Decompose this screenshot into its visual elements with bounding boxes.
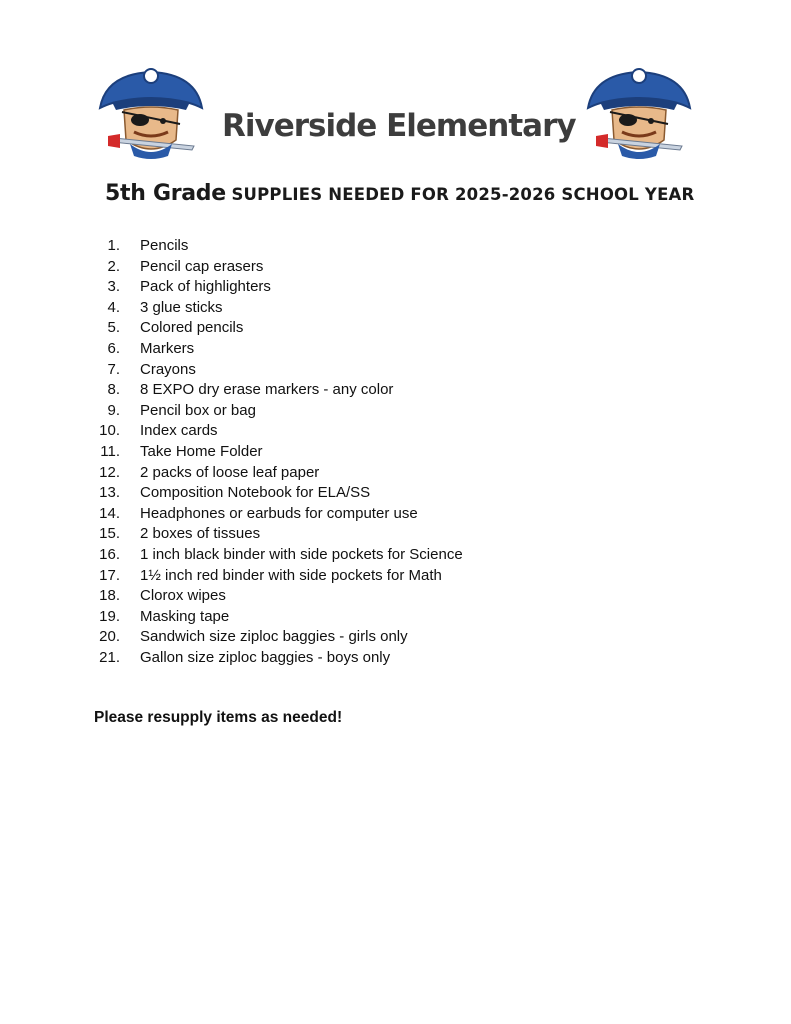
list-item — [92, 339, 463, 360]
list-item-text: Masking tape — [140, 607, 230, 625]
list-item-number: 4. — [107, 298, 120, 316]
list-item-text: Colored pencils — [140, 319, 244, 337]
list-item — [92, 421, 463, 442]
list-item — [92, 607, 463, 628]
pirate-mascot-icon — [584, 62, 694, 162]
list-item — [92, 236, 463, 257]
list-item-text: 8 EXPO dry erase markers - any color — [140, 381, 394, 399]
list-item-text: Index cards — [140, 422, 218, 440]
list-item-text: Clorox wipes — [140, 587, 226, 605]
list-item-number: 7. — [107, 360, 120, 378]
page-title — [105, 181, 694, 206]
list-item-number: 3. — [107, 278, 120, 296]
list-item-number: 14. — [99, 504, 120, 522]
list-item-text: 2 boxes of tissues — [140, 525, 261, 543]
header — [0, 62, 791, 172]
list-item-number: 15. — [99, 525, 120, 543]
list-item-number: 10. — [99, 422, 120, 440]
list-item-text: Take Home Folder — [140, 442, 263, 460]
list-item-text: Composition Notebook for ELA/SS — [140, 484, 371, 502]
pirate-mascot-icon — [96, 62, 206, 162]
list-item-text: 1½ inch red binder with side pockets for Math — [140, 566, 442, 584]
grade-label: 5th Grade — [105, 181, 226, 206]
list-item — [92, 545, 463, 566]
title-subtitle: SUPPLIES NEEDED FOR 2025-2026 SCHOOL YEAR — [231, 185, 695, 204]
resupply-note: Please resupply items as needed! — [94, 709, 343, 726]
list-item — [92, 504, 463, 525]
list-item-number: 11. — [100, 442, 120, 460]
list-item-number: 1. — [107, 237, 120, 254]
list-item-number: 13. — [99, 484, 120, 502]
list-item — [92, 257, 463, 278]
list-item-number: 8. — [107, 381, 120, 399]
list-item-text: 3 glue sticks — [140, 298, 223, 316]
list-item — [92, 648, 463, 669]
list-item-text: Pack of highlighters — [140, 278, 271, 296]
list-item-text: Markers — [140, 339, 195, 357]
list-item — [92, 277, 463, 298]
list-item — [92, 380, 463, 401]
list-item-number: 9. — [107, 401, 120, 419]
list-item-number: 2. — [107, 257, 120, 275]
list-item — [92, 566, 463, 587]
list-item-number: 6. — [107, 339, 120, 357]
list-item — [92, 524, 463, 545]
list-item — [92, 401, 463, 422]
list-item — [92, 627, 463, 648]
list-item-number: 19. — [99, 607, 120, 625]
list-item — [92, 483, 463, 504]
school-name: Riverside Elementary — [222, 108, 576, 144]
list-item — [92, 463, 463, 484]
list-item-number: 16. — [99, 545, 120, 563]
list-item-text: Pencils — [140, 237, 189, 254]
list-item — [92, 442, 463, 463]
list-item-text: 1 inch black binder with side pockets for Science — [140, 545, 463, 563]
list-item-text: Sandwich size ziploc baggies - girls only — [140, 628, 408, 646]
supply-list — [92, 236, 463, 668]
list-item-text: Crayons — [140, 360, 196, 378]
list-item-number: 18. — [99, 587, 120, 605]
list-item-text: Pencil box or bag — [140, 401, 256, 419]
list-item-number: 5. — [107, 319, 120, 337]
list-item-number: 17. — [99, 566, 120, 584]
list-item-text: Gallon size ziploc baggies - boys only — [140, 648, 391, 666]
list-item-text: Pencil cap erasers — [140, 257, 264, 275]
list-item — [92, 586, 463, 607]
list-item-number: 20. — [99, 628, 120, 646]
list-item-text: Headphones or earbuds for computer use — [140, 504, 418, 522]
list-item-number: 12. — [99, 463, 120, 481]
list-item — [92, 360, 463, 381]
list-item-number: 21. — [99, 648, 120, 666]
list-item-text: 2 packs of loose leaf paper — [140, 463, 320, 481]
list-item — [92, 318, 463, 339]
list-item — [92, 298, 463, 319]
